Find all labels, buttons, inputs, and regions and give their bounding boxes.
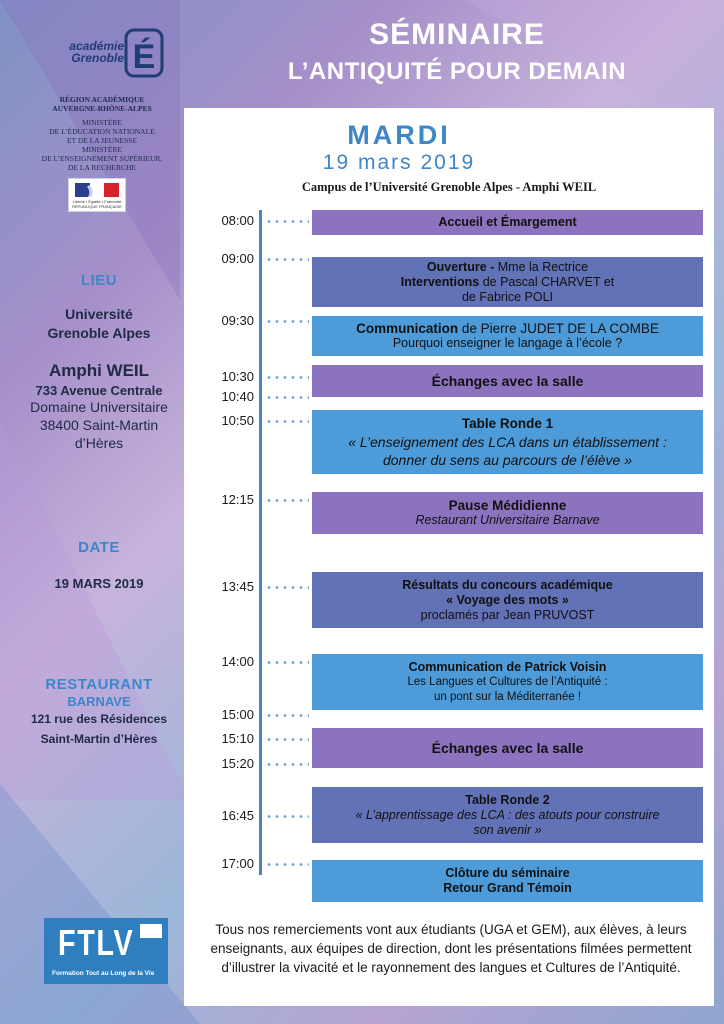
session-text: un pont sur la Méditerranée ! xyxy=(433,690,582,703)
session-title: Communication xyxy=(356,321,459,336)
ministry-block xyxy=(24,118,180,172)
flag-caption: RÉPUBLIQUE FRANÇAISE xyxy=(72,204,122,209)
thanks-paragraph: Tous nos remerciements vont aux étudiants (UGA et GEM), aux élèves, à leurs enseignants, aux équipes de direction, dont les présentations filmées permettent d’illustrer la vivacité et le rayonnement des langues et Cultures de l’Antiquité. xyxy=(210,922,692,975)
session-table-ronde-1 xyxy=(312,410,703,474)
timeline-dots xyxy=(265,586,309,589)
background-facet xyxy=(0,784,200,1024)
session-text: Mme la Rectrice xyxy=(494,259,589,274)
time-label: 15:00 xyxy=(221,707,254,722)
timeline-dots xyxy=(265,661,309,664)
timeline-dots xyxy=(265,396,309,399)
academie-logo xyxy=(62,26,172,82)
timeline-dots xyxy=(265,499,309,502)
ftlv-caption: Formation Tout au Long de la Vie xyxy=(52,970,155,977)
timeline-axis xyxy=(259,210,262,875)
session-ouverture xyxy=(312,257,703,307)
ministry-line: DE L’ENSEIGNEMENT SUPÉRIEUR, xyxy=(41,154,163,163)
session-text: Pourquoi enseigner le langage à l’école ? xyxy=(392,336,623,350)
ministry-line: MINISTÈRE xyxy=(82,118,122,127)
timeline-dots xyxy=(265,320,309,323)
program-date: 19 mars 2019 xyxy=(322,151,476,174)
time-label: 15:10 xyxy=(221,731,254,746)
ministry-line: DE LA RECHERCHE xyxy=(68,163,136,172)
time-label: 13:45 xyxy=(221,579,254,594)
logo-letter: É xyxy=(132,38,156,76)
restaurant-address: Saint-Martin d’Hères xyxy=(40,732,158,746)
session-accueil xyxy=(312,210,703,235)
program-venue: Campus de l’Université Grenoble Alpes - Amphi WEIL xyxy=(301,180,597,194)
session-title: Échanges avec la salle xyxy=(431,739,584,756)
timeline-dots xyxy=(265,738,309,741)
session-text: donner du sens au parcours de l’élève » xyxy=(382,451,633,468)
program-day: MARDI xyxy=(347,120,451,150)
lieu-university: Université xyxy=(65,306,133,322)
session-title: Échanges avec la salle xyxy=(431,372,584,389)
session-title: Retour Grand Témoin xyxy=(443,881,572,895)
lieu-line: Domaine Universitaire xyxy=(30,399,168,415)
ministry-line: ET DE LA JEUNESSE xyxy=(66,136,138,145)
logo-line2: Grenoble xyxy=(71,51,124,65)
time-label: 15:20 xyxy=(221,756,254,771)
timeline-dots xyxy=(265,220,309,223)
date-label: DATE xyxy=(78,539,120,556)
session-table-ronde-2 xyxy=(312,787,703,843)
timeline-dots xyxy=(265,815,309,818)
header xyxy=(190,18,724,86)
session-title: Interventions xyxy=(400,274,480,289)
flag-caption: Liberté • Égalité • Fraternité xyxy=(72,199,122,204)
session-text: proclamés par Jean PRUVOST xyxy=(420,607,595,622)
restaurant-address: 121 rue des Résidences xyxy=(30,712,168,726)
time-label: 16:45 xyxy=(221,808,254,823)
lieu-section xyxy=(14,272,184,452)
region-line: RÉGION ACADÉMIQUE xyxy=(59,95,145,104)
region-line: AUVERGNE-RHÔNE-ALPES xyxy=(52,104,152,113)
session-resultats-concours xyxy=(312,572,703,628)
restaurant-label: RESTAURANT xyxy=(45,676,153,693)
logo-line1: académie xyxy=(69,39,124,53)
date-section xyxy=(14,539,184,591)
session-text: Les Langues et Cultures de l’Antiquité : xyxy=(407,675,608,688)
ftlv-text: FTLV xyxy=(58,922,135,963)
lieu-line: d’Hères xyxy=(74,435,124,451)
region-block xyxy=(24,95,180,113)
date-value: 19 MARS 2019 xyxy=(54,576,144,591)
restaurant-name: BARNAVE xyxy=(67,694,131,709)
restaurant-section xyxy=(14,676,184,749)
timeline-dots xyxy=(265,258,309,261)
session-communication-voisin xyxy=(312,654,703,710)
time-label: 10:30 xyxy=(221,369,254,384)
french-flag-icon xyxy=(75,183,119,197)
session-pause xyxy=(312,492,703,534)
session-text: « L’apprentissage des LCA : des atouts pour construire xyxy=(355,807,660,822)
session-text: Restaurant Universitaire Barnave xyxy=(415,513,600,527)
session-text: son avenir » xyxy=(473,822,542,837)
time-label: 10:40 xyxy=(221,389,254,404)
session-echanges-2 xyxy=(312,728,703,768)
timeline-dots xyxy=(265,763,309,766)
time-label: 09:00 xyxy=(221,251,254,266)
session-title: Pause Médidienne xyxy=(448,498,567,513)
timeline-dots xyxy=(265,420,309,423)
timeline-dots xyxy=(265,863,309,866)
time-label: 08:00 xyxy=(221,213,254,228)
session-text: « L’enseignement des LCA dans un établissement : xyxy=(348,433,667,450)
page-title: SÉMINAIRE xyxy=(369,18,545,51)
session-title: « Voyage des mots » xyxy=(446,592,569,607)
lieu-address: 733 Avenue Centrale xyxy=(35,383,163,398)
timeline-dots xyxy=(265,376,309,379)
lieu-amphi: Amphi WEIL xyxy=(48,361,150,380)
session-title: Table Ronde 2 xyxy=(465,792,550,807)
page-subtitle: L’ANTIQUITÉ POUR DEMAIN xyxy=(287,58,627,85)
session-cloture xyxy=(312,860,703,902)
lieu-label: LIEU xyxy=(80,272,118,289)
time-label: 17:00 xyxy=(221,856,254,871)
academie-e-icon xyxy=(124,26,164,78)
ftlv-logo xyxy=(44,918,168,984)
session-echanges-1 xyxy=(312,365,703,397)
time-label: 12:15 xyxy=(221,492,254,507)
time-label: 14:00 xyxy=(221,654,254,669)
ministry-line: DE L’ÉDUCATION NATIONALE xyxy=(49,127,155,136)
session-title: Ouverture - xyxy=(426,259,495,274)
session-communication-judet xyxy=(312,316,703,356)
timeline-dots xyxy=(265,714,309,717)
session-title: Clôture du séminaire xyxy=(445,866,570,880)
republique-flag-logo xyxy=(68,178,126,212)
time-label: 10:50 xyxy=(221,413,254,428)
session-text: de Pierre JUDET DE LA COMBE xyxy=(458,321,659,336)
time-label: 09:30 xyxy=(221,313,254,328)
ministry-line: MINISTÈRE xyxy=(82,145,122,154)
lieu-university: Grenoble Alpes xyxy=(47,325,151,341)
lieu-line: 38400 Saint-Martin xyxy=(39,417,159,433)
session-title: Communication de Patrick Voisin xyxy=(408,659,607,674)
session-title: Accueil et Émargement xyxy=(438,215,577,229)
session-title: Résultats du concours académique xyxy=(402,577,613,592)
session-text: de Pascal CHARVET et xyxy=(479,274,615,289)
session-title: Table Ronde 1 xyxy=(461,415,554,431)
session-text: de Fabrice POLI xyxy=(461,289,553,304)
mini-logo-icon xyxy=(140,924,162,938)
